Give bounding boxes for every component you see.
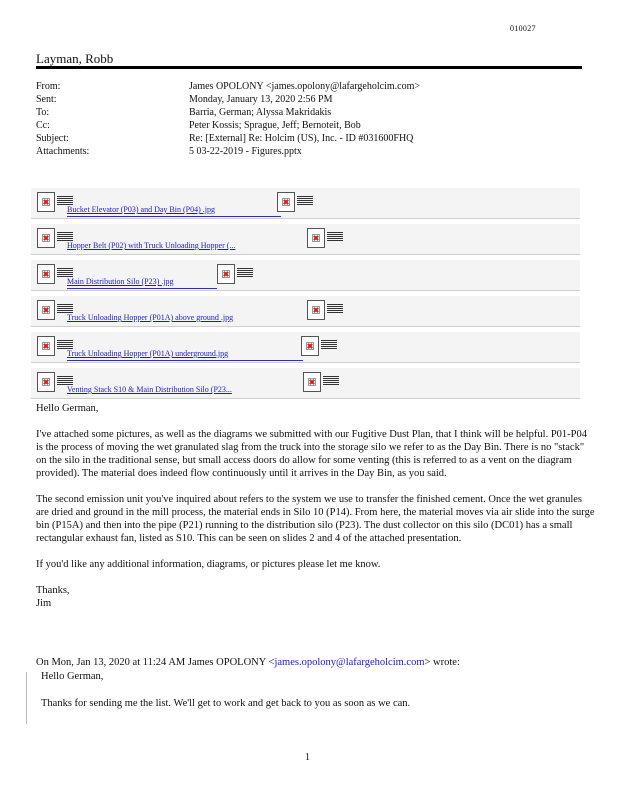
attachments-value: 5 03-22-2019 - Figures.pptx — [189, 146, 302, 157]
document-id: 010027 — [510, 24, 536, 33]
header-divider — [36, 66, 582, 69]
broken-image-icon — [37, 192, 55, 212]
quote-email-link[interactable]: james.opolony@lafargeholcim.com — [274, 657, 425, 668]
paragraph-2: The second emission unit you've inquired about refers to the system we use to transfer the finished cement. Once the wet granules are dried and ground in the mill process, the material ends in Silo 10 (P14). From here, the material moves via air slide into the surge bin (P15A) and then into the pipe (P21) running to the distribution silo (P23). The dust collector on this silo (DC01) has a small rectangular exhaust fan, listed as S10. This can be seen on slides 2 and 4 of the attached presentation. — [36, 494, 595, 544]
sent-value: Monday, January 13, 2020 2:56 PM — [189, 94, 333, 105]
greeting: Hello German, — [36, 403, 99, 414]
attachment-row-1 — [31, 188, 580, 219]
to-label: To: — [36, 107, 50, 118]
broken-image-icon — [277, 192, 295, 212]
attachment-row-2 — [31, 224, 580, 255]
broken-image-icon — [307, 300, 325, 320]
quote-intro-after: > wrote: — [424, 657, 460, 668]
attachment-row-6 — [31, 368, 580, 399]
to-value: Barria, German; Alyssa Makridakis — [189, 107, 332, 118]
attachment-row-3 — [31, 260, 580, 291]
attachment-label[interactable]: Truck Unloading Hopper (P01A) above ground .jpg — [67, 313, 234, 322]
closing: Thanks, — [36, 585, 70, 596]
quote-intro-before: On Mon, Jan 13, 2020 at 11:24 AM James OPOLONY < — [36, 657, 275, 668]
attachment-row-4 — [31, 296, 580, 327]
paragraph-1: I've attached some pictures, as well as the diagrams we submitted with our Fugitive Dust Plan, that I think will be helpful. P01-P04 is the process of moving the wet granulated slag from the truck into the storage silo we refer to as the Day Bin. There is no "stack" on the silo in the traditional sense, but small access doors do allow for some venting (this is referred to as a vent on the diagram provided). The material does indeed flow continuously until it arrives in the Day Bin, as you said. — [36, 429, 588, 479]
signature: Jim — [36, 598, 52, 609]
cc-value: Peter Kossis; Sprague, Jeff; Bernoteit, Bob — [189, 120, 361, 131]
broken-image-icon — [303, 372, 321, 392]
quote-intro — [36, 657, 460, 668]
paragraph-3: If you'd like any additional information, diagrams, or pictures please let me know. — [36, 559, 381, 570]
broken-image-icon — [37, 300, 55, 320]
attachment-row-5 — [31, 332, 580, 363]
cc-label: Cc: — [36, 120, 50, 131]
broken-image-icon — [37, 372, 55, 392]
page-number: 1 — [305, 752, 310, 763]
broken-image-icon — [37, 264, 55, 284]
attachment-label[interactable]: Main Distribution Silo (P23) .jpg — [67, 277, 174, 286]
subject-label: Subject: — [36, 133, 69, 144]
attachment-label[interactable]: Bucket Elevator (P03) and Day Bin (P04) .jpg — [67, 205, 215, 214]
quote-text: Thanks for sending me the list. We'll get to work and get back to you as soon as we can. — [41, 698, 411, 709]
quote-bar — [26, 672, 27, 724]
sender-name: Layman, Robb — [36, 51, 114, 66]
broken-image-icon — [37, 228, 55, 248]
sent-label: Sent: — [36, 94, 57, 105]
subject-value: Re: [External] Re: Holcim (US), Inc. - ID #031600FHQ — [189, 133, 414, 144]
quote-greeting: Hello German, — [41, 671, 104, 682]
email-body — [36, 402, 596, 610]
broken-image-icon — [217, 264, 235, 284]
broken-image-icon — [37, 336, 55, 356]
attachment-label[interactable]: Venting Stack S10 & Main Distribution Silo (P23... — [67, 385, 232, 394]
broken-image-icon — [301, 336, 319, 356]
broken-image-icon — [307, 228, 325, 248]
attachment-label[interactable]: Truck Unloading Hopper (P01A) underground.jpg — [67, 349, 229, 358]
from-value: James OPOLONY <james.opolony@lafargeholcim.com> — [189, 81, 421, 92]
from-label: From: — [36, 81, 61, 92]
attachment-label[interactable]: Hopper Belt (P02) with Truck Unloading Hopper (... — [67, 241, 236, 250]
email-header — [36, 80, 420, 158]
attachments-label: Attachments: — [36, 146, 90, 157]
